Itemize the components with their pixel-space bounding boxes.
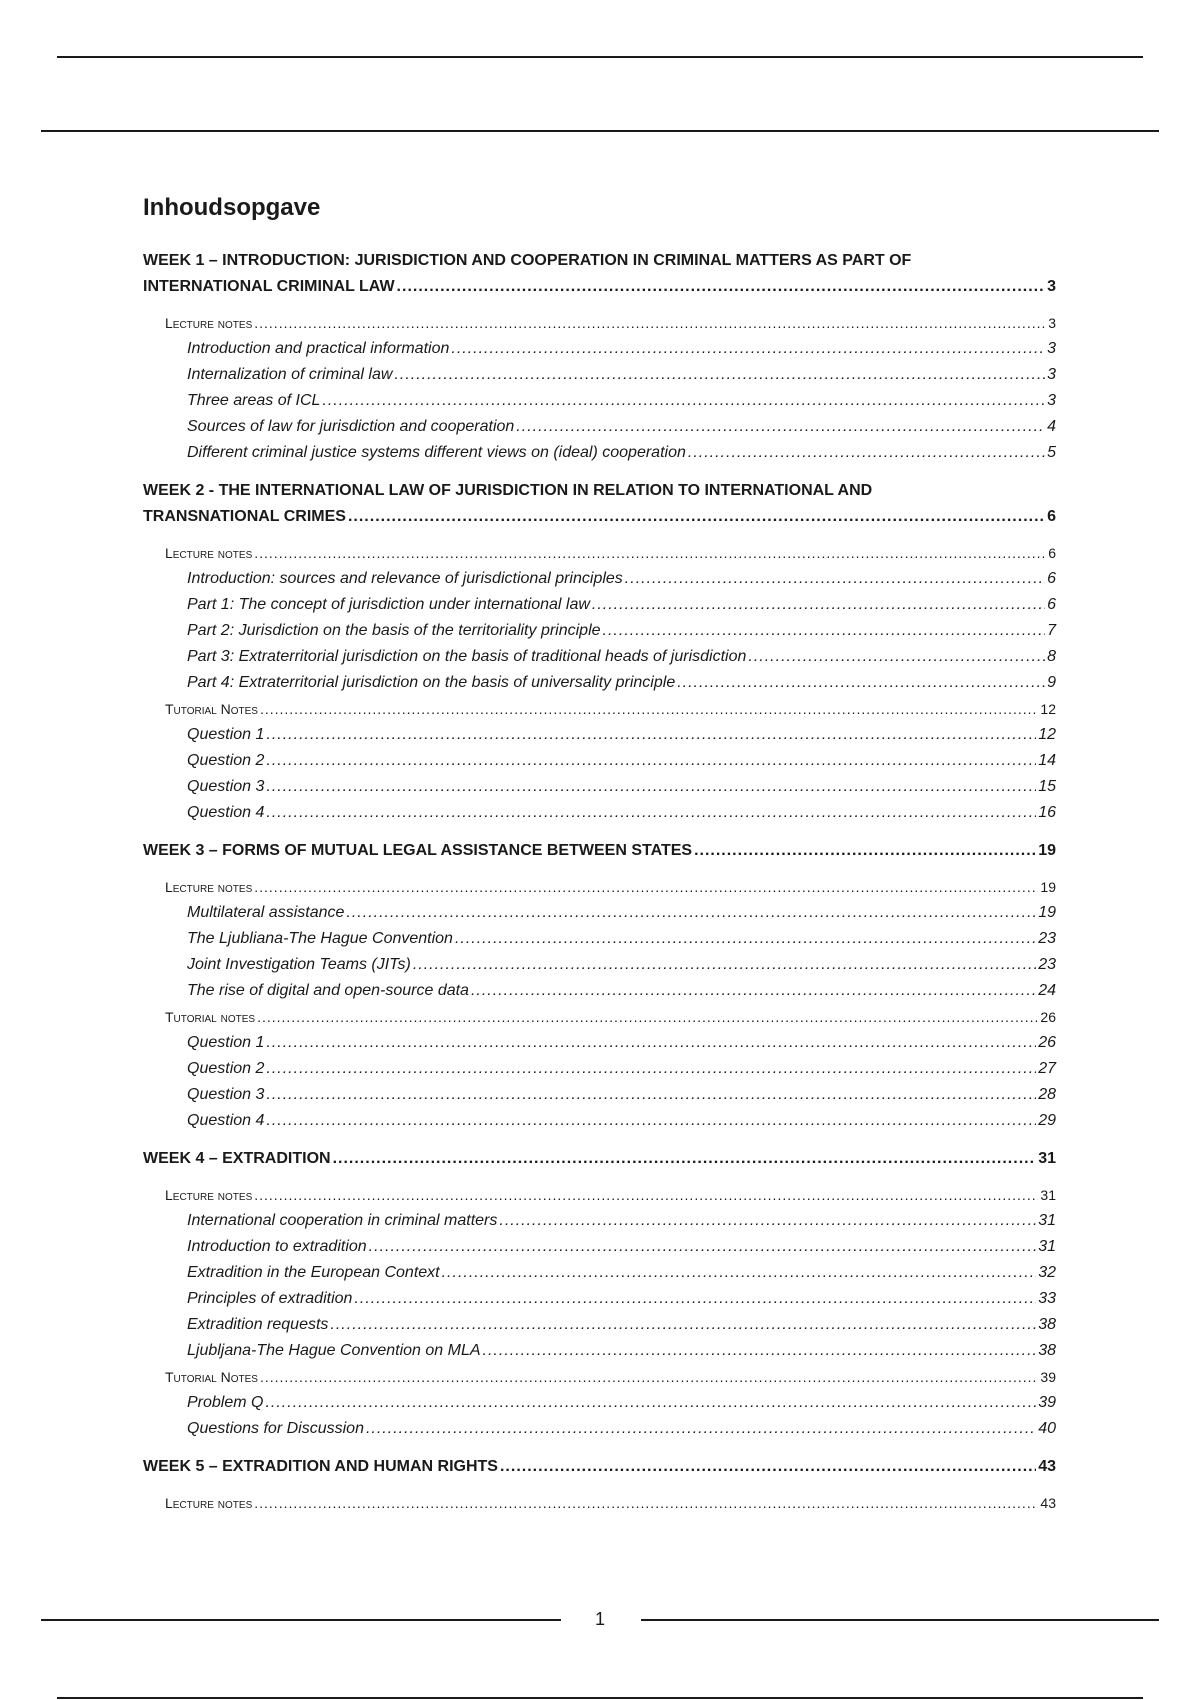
toc-entry-title: Multilateral assistance bbox=[187, 904, 345, 921]
toc-dot-leader bbox=[516, 414, 1045, 440]
toc-dot-leader bbox=[348, 504, 1045, 530]
toc-dot-leader bbox=[625, 566, 1045, 592]
toc-entry-title-line1: WEEK 1 – INTRODUCTION: JURISDICTION AND COOPERATION IN CRIMINAL MATTERS AS PART OF bbox=[143, 252, 912, 269]
toc-dot-leader bbox=[254, 310, 1046, 336]
toc-dot-leader bbox=[266, 800, 1036, 826]
toc-entry-page: 7 bbox=[1047, 622, 1056, 639]
toc-entry[interactable] bbox=[143, 1454, 1056, 1480]
toc-dot-leader bbox=[322, 388, 1045, 414]
toc-dot-leader bbox=[471, 978, 1036, 1004]
toc-entry[interactable] bbox=[143, 478, 1056, 530]
toc-dot-leader bbox=[366, 1416, 1036, 1442]
toc-entry-page: 33 bbox=[1038, 1290, 1056, 1307]
toc-entry-title: Ljubljana-The Hague Convention on MLA bbox=[187, 1342, 481, 1359]
toc-entry[interactable] bbox=[143, 1082, 1056, 1108]
toc-entry-title: International cooperation in criminal matters bbox=[187, 1212, 498, 1229]
toc-dot-leader bbox=[266, 1082, 1036, 1108]
toc-entry-page: 6 bbox=[1047, 508, 1056, 525]
toc-entry-title: Questions for Discussion bbox=[187, 1420, 364, 1437]
toc-dot-leader bbox=[688, 440, 1045, 466]
toc-entry-title: Tutorial Notes bbox=[165, 1369, 258, 1385]
toc-entry-title: Question 3 bbox=[187, 1086, 265, 1103]
toc-entry[interactable] bbox=[143, 1030, 1056, 1056]
toc-entry[interactable] bbox=[143, 874, 1056, 900]
toc-entry-title: WEEK 5 – EXTRADITION AND HUMAN RIGHTS bbox=[143, 1458, 498, 1475]
toc-entry[interactable] bbox=[143, 1364, 1056, 1390]
toc-entry-title: Question 4 bbox=[187, 1112, 265, 1129]
toc-entry-title: Introduction to extradition bbox=[187, 1238, 367, 1255]
toc-entry[interactable] bbox=[143, 1286, 1056, 1312]
toc-entry-page: 24 bbox=[1038, 982, 1056, 999]
toc-entry-page: 19 bbox=[1038, 842, 1056, 859]
toc-dot-leader bbox=[451, 336, 1045, 362]
toc-entry[interactable] bbox=[143, 1338, 1056, 1364]
toc-entry-title: The Ljubliana-The Hague Convention bbox=[187, 930, 453, 947]
toc-entry-title: INTERNATIONAL CRIMINAL LAW bbox=[143, 278, 395, 295]
toc-entry[interactable] bbox=[143, 388, 1056, 414]
toc-entry[interactable] bbox=[143, 644, 1056, 670]
toc-entry-page: 4 bbox=[1047, 418, 1056, 435]
toc-entry-title: Extradition in the European Context bbox=[187, 1264, 440, 1281]
toc-entry[interactable] bbox=[143, 1312, 1056, 1338]
toc-dot-leader bbox=[260, 696, 1038, 722]
toc-entry[interactable] bbox=[143, 1234, 1056, 1260]
toc-entry-title: Lecture notes bbox=[165, 1187, 253, 1203]
toc-entry-page: 29 bbox=[1038, 1112, 1056, 1129]
toc-dot-leader bbox=[397, 274, 1046, 300]
toc-dot-leader bbox=[499, 1208, 1036, 1234]
toc-entry[interactable] bbox=[143, 618, 1056, 644]
toc-entry-page: 40 bbox=[1038, 1420, 1056, 1437]
header-rule-top bbox=[57, 56, 1143, 58]
toc-entry-title: Question 2 bbox=[187, 752, 265, 769]
toc-entry-title: Principles of extradition bbox=[187, 1290, 353, 1307]
toc-entry-page: 3 bbox=[1048, 315, 1056, 331]
toc-entry[interactable] bbox=[143, 838, 1056, 864]
toc-entry-line2 bbox=[143, 504, 1056, 530]
toc-dot-leader bbox=[442, 1260, 1037, 1286]
toc-entry[interactable] bbox=[143, 540, 1056, 566]
toc-entry-page: 15 bbox=[1038, 778, 1056, 795]
toc-entry-title: Part 4: Extraterritorial jurisdiction on the basis of universality principle bbox=[187, 674, 676, 691]
toc-entry[interactable] bbox=[143, 592, 1056, 618]
toc-entry-page: 6 bbox=[1047, 570, 1056, 587]
toc-entry[interactable] bbox=[143, 440, 1056, 466]
toc-entry-page: 31 bbox=[1038, 1238, 1056, 1255]
toc-entry-page: 38 bbox=[1038, 1316, 1056, 1333]
toc-entry[interactable] bbox=[143, 310, 1056, 336]
toc-entry[interactable] bbox=[143, 1260, 1056, 1286]
toc-entry-title: Tutorial Notes bbox=[165, 701, 258, 717]
toc-entry-title: Lecture notes bbox=[165, 315, 253, 331]
toc-dot-leader bbox=[483, 1338, 1037, 1364]
toc-dot-leader bbox=[603, 618, 1046, 644]
toc-entry[interactable] bbox=[143, 1004, 1056, 1030]
toc-entry-title: Lecture notes bbox=[165, 545, 253, 561]
toc-entry-title: WEEK 3 – FORMS OF MUTUAL LEGAL ASSISTANCE BETWEEN STATES bbox=[143, 842, 693, 859]
toc-dot-leader bbox=[265, 1390, 1036, 1416]
toc-entry[interactable] bbox=[143, 1490, 1056, 1516]
toc-entry-page: 3 bbox=[1047, 392, 1056, 409]
toc-entry-page: 31 bbox=[1040, 1187, 1056, 1203]
toc-entry-title: Three areas of ICL bbox=[187, 392, 321, 409]
toc-entry-page: 39 bbox=[1038, 1394, 1056, 1411]
toc-entry-title: Sources of law for jurisdiction and cooperation bbox=[187, 418, 515, 435]
toc-entry-page: 26 bbox=[1040, 1009, 1056, 1025]
toc-entry[interactable] bbox=[143, 362, 1056, 388]
toc-entry-title: Joint Investigation Teams (JITs) bbox=[187, 956, 411, 973]
toc-entry-title: Part 1: The concept of jurisdiction under international law bbox=[187, 596, 590, 613]
toc-entry-page: 16 bbox=[1038, 804, 1056, 821]
toc-entry-title: Question 1 bbox=[187, 726, 265, 743]
toc-entry-page: 6 bbox=[1048, 545, 1056, 561]
toc-entry-page: 23 bbox=[1038, 956, 1056, 973]
toc-entry[interactable] bbox=[143, 978, 1056, 1004]
toc-dot-leader bbox=[254, 1182, 1038, 1208]
toc-entry-page: 3 bbox=[1047, 366, 1056, 383]
toc-dot-leader bbox=[413, 952, 1036, 978]
toc-entry-title: Internalization of criminal law bbox=[187, 366, 393, 383]
toc-entry-title: Question 4 bbox=[187, 804, 265, 821]
toc-entry-page: 38 bbox=[1038, 1342, 1056, 1359]
toc-entry-page: 31 bbox=[1038, 1150, 1056, 1167]
toc-entry-title: Extradition requests bbox=[187, 1316, 329, 1333]
toc-entry-title: Question 1 bbox=[187, 1034, 265, 1051]
toc-entry[interactable] bbox=[143, 248, 1056, 300]
toc-entry-title: Problem Q bbox=[187, 1394, 264, 1411]
toc-dot-leader bbox=[254, 1490, 1038, 1516]
toc-dot-leader bbox=[266, 748, 1036, 774]
toc-entry-page: 8 bbox=[1047, 648, 1056, 665]
toc-entry[interactable] bbox=[143, 1056, 1056, 1082]
toc-entry-title: Part 2: Jurisdiction on the basis of the territoriality principle bbox=[187, 622, 601, 639]
toc-entry[interactable] bbox=[143, 748, 1056, 774]
toc-entry[interactable] bbox=[143, 800, 1056, 826]
toc-entry[interactable] bbox=[143, 1108, 1056, 1134]
toc-dot-leader bbox=[394, 362, 1045, 388]
toc-entry-title: Different criminal justice systems different views on (ideal) cooperation bbox=[187, 444, 686, 461]
toc-entry-page: 12 bbox=[1038, 726, 1056, 743]
toc-dot-leader bbox=[677, 670, 1045, 696]
toc-dot-leader bbox=[694, 838, 1036, 864]
footer-page-number: 1 bbox=[594, 1609, 605, 1629]
toc-entry[interactable] bbox=[143, 952, 1056, 978]
toc-dot-leader bbox=[455, 926, 1036, 952]
toc-entry-page: 12 bbox=[1040, 701, 1056, 717]
toc-entry[interactable] bbox=[143, 900, 1056, 926]
toc-entry-page: 27 bbox=[1038, 1060, 1056, 1077]
toc-entry-page: 23 bbox=[1038, 930, 1056, 947]
toc-entry-page: 43 bbox=[1040, 1495, 1056, 1511]
toc-entry-page: 26 bbox=[1038, 1034, 1056, 1051]
toc-entry-title-line1: WEEK 2 - THE INTERNATIONAL LAW OF JURISDICTION IN RELATION TO INTERNATIONAL AND bbox=[143, 482, 873, 499]
toc-dot-leader bbox=[266, 1108, 1036, 1134]
toc-entry-title: Question 2 bbox=[187, 1060, 265, 1077]
toc-dot-leader bbox=[748, 644, 1045, 670]
toc-heading: Inhoudsopgave bbox=[143, 194, 321, 221]
toc-dot-leader bbox=[254, 874, 1038, 900]
toc-entry[interactable] bbox=[143, 336, 1056, 362]
toc-entry-page: 3 bbox=[1047, 340, 1056, 357]
footer-rule-bottom bbox=[57, 1697, 1143, 1699]
toc-entry-title: Tutorial notes bbox=[165, 1009, 256, 1025]
toc-entry-page: 19 bbox=[1038, 904, 1056, 921]
toc-dot-leader bbox=[260, 1364, 1038, 1390]
toc-dot-leader bbox=[257, 1004, 1038, 1030]
toc-entry[interactable] bbox=[143, 1182, 1056, 1208]
toc-entry[interactable] bbox=[143, 774, 1056, 800]
toc-dot-leader bbox=[266, 1056, 1036, 1082]
toc-entry-page: 31 bbox=[1038, 1212, 1056, 1229]
toc-dot-leader bbox=[266, 1030, 1036, 1056]
toc-entry[interactable] bbox=[143, 566, 1056, 592]
toc-entry[interactable] bbox=[143, 696, 1056, 722]
toc-entry-page: 28 bbox=[1038, 1086, 1056, 1103]
toc-entry-title: The rise of digital and open-source data bbox=[187, 982, 469, 999]
toc-entry[interactable] bbox=[143, 722, 1056, 748]
toc-dot-leader bbox=[333, 1146, 1037, 1172]
toc-dot-leader bbox=[266, 722, 1036, 748]
toc-entry-title: Introduction: sources and relevance of jurisdictional principles bbox=[187, 570, 623, 587]
toc-entry-title: WEEK 4 – EXTRADITION bbox=[143, 1150, 331, 1167]
footer-rule-right bbox=[641, 1619, 1159, 1621]
toc-entry[interactable] bbox=[143, 1390, 1056, 1416]
toc-entry[interactable] bbox=[143, 670, 1056, 696]
toc-entry-page: 5 bbox=[1047, 444, 1056, 461]
toc-dot-leader bbox=[254, 540, 1046, 566]
toc-entry-page: 32 bbox=[1038, 1264, 1056, 1281]
toc-entry[interactable] bbox=[143, 1416, 1056, 1442]
toc-entry-page: 14 bbox=[1038, 752, 1056, 769]
toc-entry-title: Introduction and practical information bbox=[187, 340, 450, 357]
toc-entry-page: 6 bbox=[1047, 596, 1056, 613]
header-rule-bottom bbox=[41, 130, 1159, 132]
toc-entry[interactable] bbox=[143, 1208, 1056, 1234]
toc-dot-leader bbox=[330, 1312, 1036, 1338]
toc-entry-page: 3 bbox=[1047, 278, 1056, 295]
table-of-contents bbox=[143, 248, 1056, 1516]
toc-dot-leader bbox=[346, 900, 1036, 926]
toc-entry-title: TRANSNATIONAL CRIMES bbox=[143, 508, 346, 525]
toc-entry-line2 bbox=[143, 274, 1056, 300]
toc-entry-page: 19 bbox=[1040, 879, 1056, 895]
toc-entry[interactable] bbox=[143, 926, 1056, 952]
toc-dot-leader bbox=[369, 1234, 1037, 1260]
toc-entry-title: Part 3: Extraterritorial jurisdiction on the basis of traditional heads of jurisdiction bbox=[187, 648, 747, 665]
toc-entry[interactable] bbox=[143, 1146, 1056, 1172]
toc-entry[interactable] bbox=[143, 414, 1056, 440]
toc-dot-leader bbox=[266, 774, 1036, 800]
toc-dot-leader bbox=[354, 1286, 1036, 1312]
toc-entry-page: 39 bbox=[1040, 1369, 1056, 1385]
toc-entry-title: Lecture notes bbox=[165, 879, 253, 895]
toc-entry-page: 9 bbox=[1047, 674, 1056, 691]
toc-entry-title: Question 3 bbox=[187, 778, 265, 795]
toc-dot-leader bbox=[500, 1454, 1036, 1480]
toc-dot-leader bbox=[592, 592, 1045, 618]
toc-entry-page: 43 bbox=[1038, 1458, 1056, 1475]
toc-entry-title: Lecture notes bbox=[165, 1495, 253, 1511]
